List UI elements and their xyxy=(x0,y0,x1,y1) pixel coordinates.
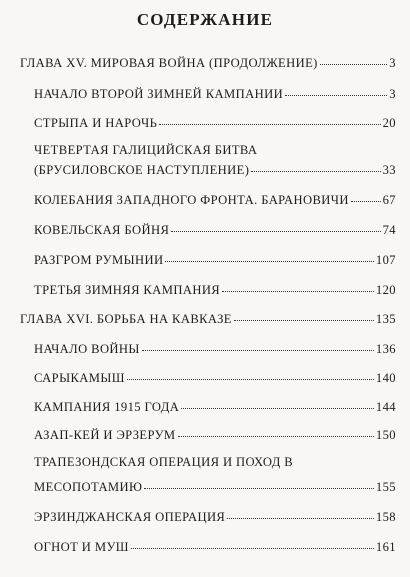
toc-entry xyxy=(34,480,396,495)
dot-leader xyxy=(165,260,373,262)
toc-entry-page: 150 xyxy=(375,428,396,442)
toc-entry-page: 20 xyxy=(382,116,396,130)
toc-entry-title: РАЗГРОМ РУМЫНИИ xyxy=(34,253,164,267)
toc-entry-title: НАЧАЛО ВОЙНЫ xyxy=(34,342,140,356)
toc-entry xyxy=(34,400,396,415)
dot-leader xyxy=(159,123,380,125)
toc-entry-title-line2: МЕСОПОТАМИЮ xyxy=(34,480,143,494)
toc-entry-title: ЭРЗИНДЖАНСКАЯ ОПЕРАЦИЯ xyxy=(34,510,226,524)
toc-entry-page: 74 xyxy=(382,223,396,237)
toc-entry-page: 3 xyxy=(389,87,396,101)
dot-leader xyxy=(144,487,374,489)
page-title: СОДЕРЖАНИЕ xyxy=(136,10,274,29)
toc-entry xyxy=(34,87,396,102)
dot-leader xyxy=(320,63,388,65)
dot-leader xyxy=(351,200,381,202)
toc-entry-chapter-16 xyxy=(20,312,396,327)
toc-entry xyxy=(34,428,396,443)
dot-leader xyxy=(127,378,374,380)
toc-entry-title: САРЫКАМЫШ xyxy=(34,371,125,385)
dot-leader xyxy=(227,517,374,519)
toc-entry-page: 140 xyxy=(375,371,396,385)
toc-entry-title: ОГНОТ И МУШ xyxy=(34,540,129,554)
toc-entry-title: КАМПАНИЯ 1915 ГОДА xyxy=(34,400,180,414)
toc-entry xyxy=(34,540,396,555)
toc-entry xyxy=(34,283,396,298)
toc-entry-page: 3 xyxy=(389,56,396,70)
toc-entry xyxy=(34,342,396,357)
dot-leader xyxy=(131,547,374,549)
toc-entry xyxy=(34,163,396,178)
toc-entry-page: 144 xyxy=(375,400,396,414)
toc-entry xyxy=(34,253,396,268)
toc-entry-title: КОЛЕБАНИЯ ЗАПАДНОГО ФРОНТА. БАРАНОВИЧИ xyxy=(34,193,349,207)
toc-entry-page: 155 xyxy=(375,480,396,494)
toc-entry-title: ЧЕТВЕРТАЯ ГАЛИЦИЙСКАЯ БИТВА xyxy=(34,143,258,157)
toc-entry-title: ГЛАВА XVI. БОРЬБА НА КАВКАЗЕ xyxy=(20,312,232,326)
toc-entry-title: КОВЕЛЬСКАЯ БОЙНЯ xyxy=(34,223,170,237)
toc-entry-title: СТРЫПА И НАРОЧЬ xyxy=(34,116,158,130)
toc-entry-title: ТРЕТЬЯ ЗИМНЯЯ КАМПАНИЯ xyxy=(34,283,221,297)
dot-leader xyxy=(178,435,374,437)
toc-entry-title: АЗАП-КЕЙ И ЭРЗЕРУМ xyxy=(34,428,176,442)
dot-leader xyxy=(171,230,380,232)
dot-leader xyxy=(142,349,374,351)
toc-entry-title: ТРАПЕЗОНДСКАЯ ОПЕРАЦИЯ И ПОХОД В xyxy=(34,455,294,469)
toc-entry-page: 120 xyxy=(375,283,396,297)
toc-entry-title: НАЧАЛО ВТОРОЙ ЗИМНЕЙ КАМПАНИИ xyxy=(34,87,284,101)
toc-entry-title: ГЛАВА XV. МИРОВАЯ ВОЙНА (ПРОДОЛЖЕНИЕ) xyxy=(20,56,318,70)
toc-entry-page: 135 xyxy=(375,312,396,326)
toc-entry-page: 136 xyxy=(375,342,396,356)
toc-entry-page: 107 xyxy=(375,253,396,267)
toc-entry-page: 67 xyxy=(382,193,396,207)
toc-entry xyxy=(34,223,396,238)
toc-entry xyxy=(34,116,396,131)
toc-entry-chapter-15 xyxy=(20,56,396,71)
toc-entry xyxy=(34,193,396,208)
dot-leader xyxy=(222,290,374,292)
dot-leader xyxy=(234,319,374,321)
toc-entry-page: 158 xyxy=(375,510,396,524)
toc-entry xyxy=(34,371,396,386)
toc-entry-page: 161 xyxy=(375,540,396,554)
toc-entry-title-line2: (БРУСИЛОВСКОЕ НАСТУПЛЕНИЕ) xyxy=(34,163,250,177)
toc-entry xyxy=(34,510,396,525)
dot-leader xyxy=(285,94,387,96)
dot-leader xyxy=(181,407,374,409)
toc-entry-page: 33 xyxy=(382,163,396,177)
dot-leader xyxy=(251,170,380,172)
